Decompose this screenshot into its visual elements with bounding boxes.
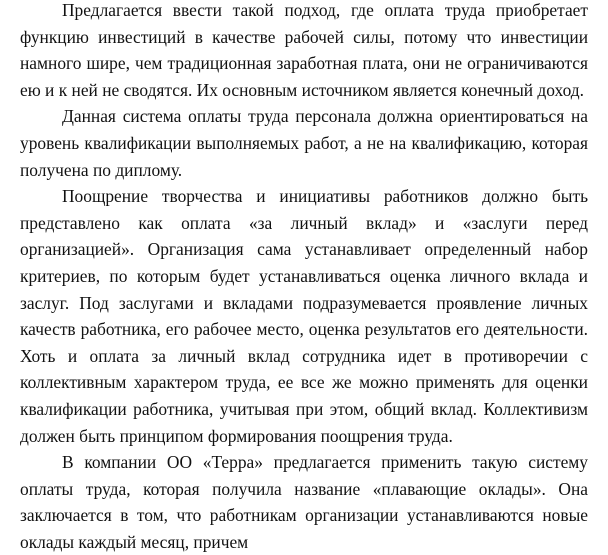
- paragraph-4: В компании ОО «Терра» предлагается применить такую систему оплаты труда, которая получила название «плавающие оклады». Она заключается в том, что работникам организации устанавливаются новые оклады каждый месяц, причем: [20, 452, 588, 552]
- paragraph-1: Предлагается ввести такой подход, где оплата труда приобретает функцию инвестиций в качестве рабочей силы, потому что инвестиции намного шире, чем традиционная заработная плата, они не ограничиваются ею и к ней не сводятся. Их основным источником является конечный доход.: [20, 0, 588, 100]
- document-body: [20, 0, 588, 555]
- paragraph-2: Данная система оплаты труда персонала должна ориентироваться на уровень квалификации выполняемых работ, а не на квалификацию, которая получена по диплому.: [20, 106, 588, 180]
- paragraph-3: Поощрение творчества и инициативы работников должно быть представлено как оплата «за личный вклад» и «заслуги перед организацией». Организация сама устанавливает определенный набор критериев, по которым будет устанавливаться оценка личного вклада и заслуг. Под заслугами и вкладами подразумевается проявление личных качеств работника, его рабочее место, оценка результатов его деятельности. Хоть и оплата за личный вклад сотрудника идет в противоречии с коллективным характером труда, ее все же можно применять для оценки квалификации работника, учитывая при этом, общий вклад. Коллективизм должен быть принципом формирования поощрения труда.: [20, 186, 588, 446]
